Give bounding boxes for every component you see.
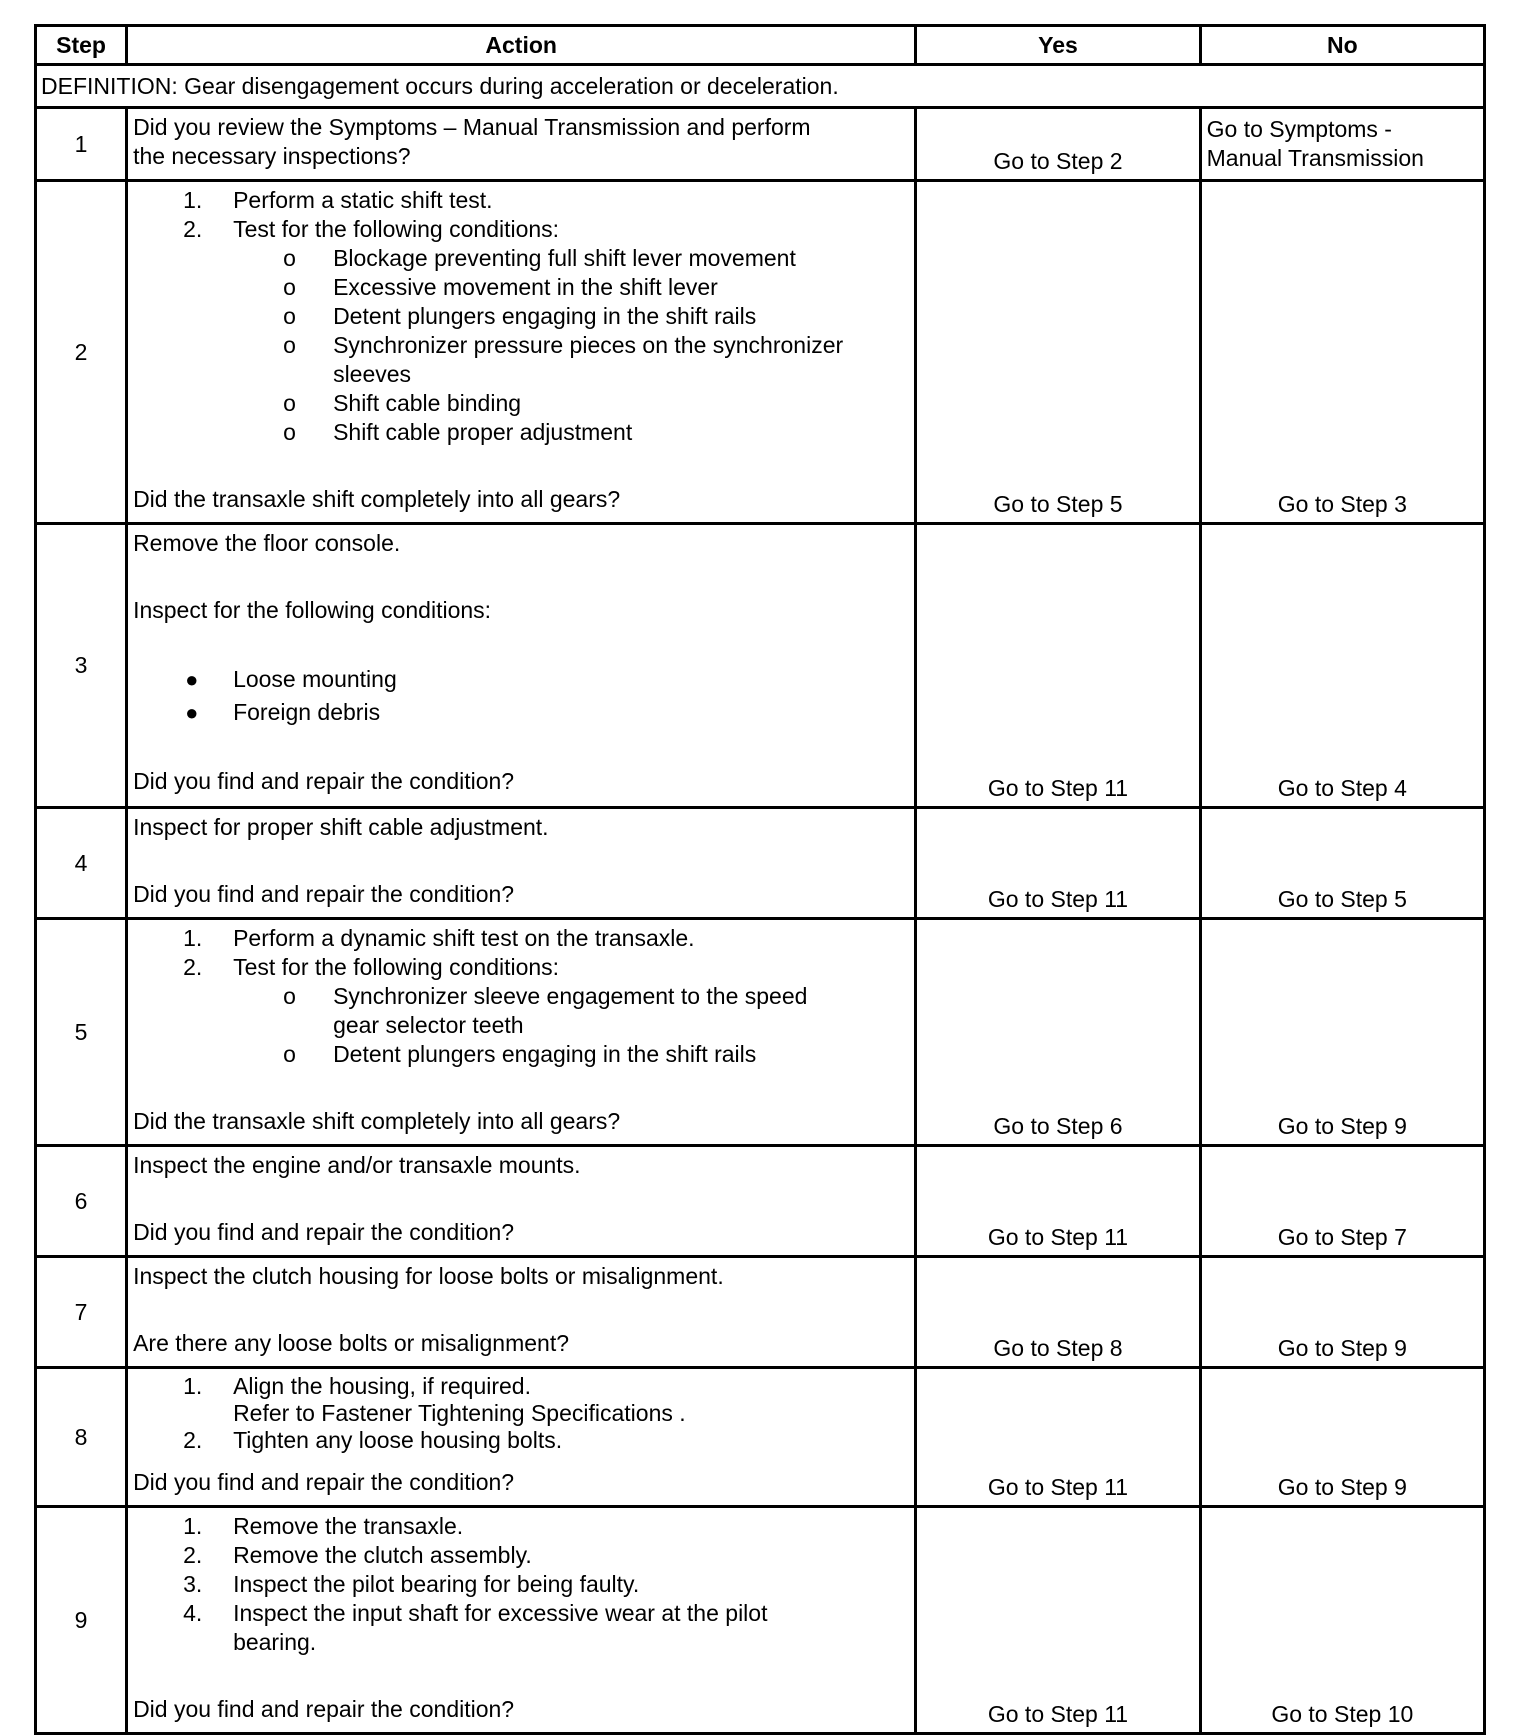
list-item: 1. Perform a dynamic shift test on the transaxle.: [183, 925, 695, 951]
no-cell: [1200, 108, 1484, 181]
table-row: [36, 808, 1485, 919]
no-cell: Go to Step 9: [1200, 919, 1484, 1146]
table-row: [36, 1257, 1485, 1368]
step-number: 7: [36, 1257, 127, 1368]
list-item: ● Loose mounting: [185, 666, 397, 692]
header-yes: Yes: [916, 26, 1200, 65]
action-cell: [127, 524, 916, 808]
action-text: Remove the floor console.: [133, 530, 401, 556]
action-text: Inspect for the following conditions:: [133, 597, 492, 623]
question-text: Did you find and repair the condition?: [133, 1219, 515, 1245]
question-text: Are there any loose bolts or misalignment?: [133, 1330, 570, 1356]
list-item: 2. Remove the clutch assembly.: [183, 1542, 532, 1568]
list-item: o Detent plungers engaging in the shift rails: [283, 303, 757, 329]
table-row: [36, 1507, 1485, 1734]
yes-cell: Go to Step 6: [916, 919, 1200, 1146]
list-item: 1. Align the housing, if required.: [183, 1373, 531, 1399]
no-text: Go to Symptoms -: [1206, 115, 1392, 142]
list-item: 3. Inspect the pilot bearing for being faulty.: [183, 1571, 640, 1597]
step-number: 4: [36, 808, 127, 919]
step-number: 2: [36, 181, 127, 524]
table-row: [36, 1146, 1485, 1257]
no-cell: Go to Step 9: [1200, 1257, 1484, 1368]
action-cell: [127, 1257, 916, 1368]
yes-cell: Go to Step 2: [916, 108, 1200, 181]
list-item: 2. Test for the following conditions:: [183, 216, 560, 242]
list-item: Refer to Fastener Tightening Specifications .: [233, 1400, 686, 1426]
header-action: Action: [127, 26, 916, 65]
step-number: 5: [36, 919, 127, 1146]
action-cell: [127, 1146, 916, 1257]
diagnostic-table-document: [34, 24, 1486, 1727]
question-text: Did the transaxle shift completely into all gears?: [133, 1108, 621, 1134]
list-item: o Shift cable proper adjustment: [283, 419, 633, 445]
yes-cell: Go to Step 11: [916, 524, 1200, 808]
definition-text: DEFINITION: Gear disengagement occurs during acceleration or deceleration.: [36, 65, 1485, 108]
list-item: o Blockage preventing full shift lever movement: [283, 245, 796, 271]
list-item: sleeves: [333, 361, 412, 387]
step-number: 3: [36, 524, 127, 808]
yes-cell: Go to Step 11: [916, 1146, 1200, 1257]
yes-cell: Go to Step 11: [916, 1507, 1200, 1734]
question-text: Did you find and repair the condition?: [133, 768, 515, 794]
action-text: Did you review the Symptoms – Manual Transmission and perform: [133, 114, 811, 140]
list-item: ● Foreign debris: [185, 699, 381, 725]
list-item: 1. Perform a static shift test.: [183, 187, 493, 213]
yes-cell: Go to Step 5: [916, 181, 1200, 524]
list-item: bearing.: [233, 1629, 317, 1655]
action-cell: [127, 1507, 916, 1734]
action-cell: [127, 181, 916, 524]
table-row: [36, 524, 1485, 808]
action-cell: [127, 808, 916, 919]
header-no: No: [1200, 26, 1484, 65]
definition-row: [36, 65, 1485, 108]
list-item: gear selector teeth: [333, 1012, 524, 1038]
sub-list: [133, 244, 909, 447]
action-cell: [127, 108, 916, 181]
bullet-list: [133, 663, 909, 729]
numbered-list: [133, 1512, 909, 1657]
list-item: 4. Inspect the input shaft for excessive wear at the pilot: [183, 1600, 768, 1626]
step-number: 9: [36, 1507, 127, 1734]
table-row: [36, 181, 1485, 524]
question-text: Did you find and repair the condition?: [133, 881, 515, 907]
action-text: Inspect for proper shift cable adjustment.: [133, 814, 549, 840]
list-item: 1. Remove the transaxle.: [183, 1513, 464, 1539]
numbered-list: [133, 1373, 909, 1454]
no-cell: Go to Step 4: [1200, 524, 1484, 808]
no-cell: Go to Step 7: [1200, 1146, 1484, 1257]
sub-list: [133, 982, 909, 1069]
table-row: [36, 919, 1485, 1146]
action-cell: [127, 1368, 916, 1507]
no-cell: Go to Step 10: [1200, 1507, 1484, 1734]
step-number: 6: [36, 1146, 127, 1257]
diagnostic-table: [34, 24, 1486, 1735]
no-cell: Go to Step 3: [1200, 181, 1484, 524]
list-item: o Excessive movement in the shift lever: [283, 274, 718, 300]
step-number: 1: [36, 108, 127, 181]
no-cell: Go to Step 5: [1200, 808, 1484, 919]
list-item: o Detent plungers engaging in the shift rails: [283, 1041, 757, 1067]
list-item: 2. Test for the following conditions:: [183, 954, 560, 980]
table-row: [36, 1368, 1485, 1507]
no-cell: Go to Step 9: [1200, 1368, 1484, 1507]
action-text: Inspect the engine and/or transaxle mounts.: [133, 1152, 581, 1178]
numbered-list: [133, 186, 909, 244]
yes-cell: Go to Step 8: [916, 1257, 1200, 1368]
list-item: o Shift cable binding: [283, 390, 522, 416]
list-item: 2. Tighten any loose housing bolts.: [183, 1427, 563, 1453]
no-text: Manual Transmission: [1206, 144, 1424, 171]
list-item: o Synchronizer sleeve engagement to the speed: [283, 983, 808, 1009]
action-cell: [127, 919, 916, 1146]
action-text: Inspect the clutch housing for loose bolts or misalignment.: [133, 1263, 724, 1289]
table-row: [36, 108, 1485, 181]
question-text: Did you find and repair the condition?: [133, 1469, 515, 1495]
yes-cell: Go to Step 11: [916, 808, 1200, 919]
numbered-list: [133, 924, 909, 982]
question-text: Did the transaxle shift completely into all gears?: [133, 486, 621, 512]
question-text: Did you find and repair the condition?: [133, 1696, 515, 1722]
header-row: [36, 26, 1485, 65]
yes-cell: Go to Step 11: [916, 1368, 1200, 1507]
action-text: the necessary inspections?: [133, 143, 411, 169]
step-number: 8: [36, 1368, 127, 1507]
list-item: o Synchronizer pressure pieces on the synchronizer: [283, 332, 844, 358]
header-step: Step: [36, 26, 127, 65]
